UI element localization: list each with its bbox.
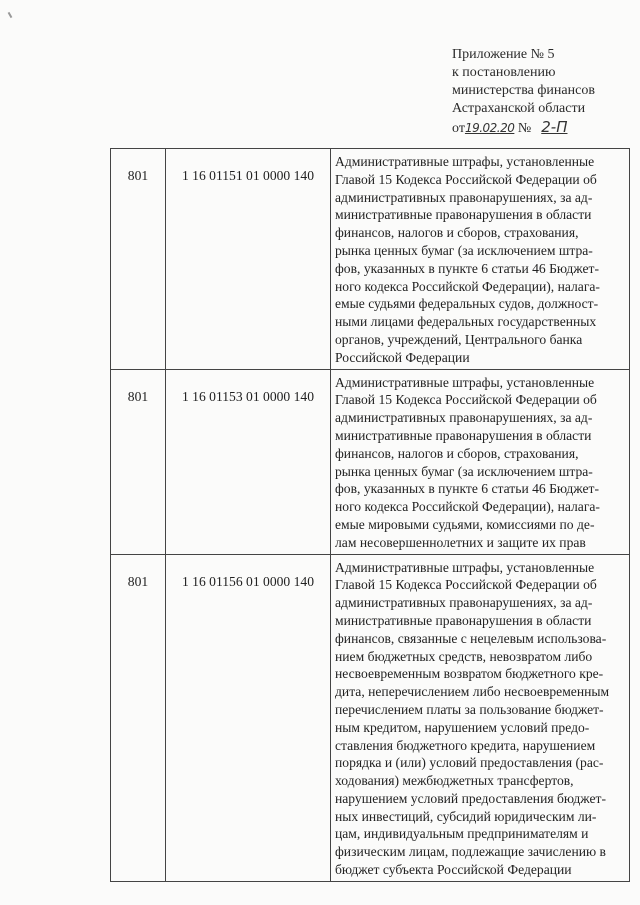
budget-codes-table — [110, 148, 630, 882]
admin-code-cell: 801 — [111, 554, 166, 881]
description-cell — [331, 149, 630, 370]
date-prefix: от — [452, 121, 465, 136]
admin-code-cell: 801 — [111, 369, 166, 554]
description-text: Административные штрафы, установленные Главой 15 Кодекса Российской Федерации об административных правонарушениях, за ад- министративные правонарушения в области финансов, налогов и сборов, страхования, рынка ценных бумаг (за исключением штра- фов, указанных в пункте 6 статьи 46 Бюджет- ного кодекса Российской Федерации), налага- емые судьями федеральных судов, должност- ными лицами федеральных государственных органов, учреждений, Центрального банка Российской Федерации — [335, 154, 600, 365]
appendix-subtitle-3: Астраханской области — [452, 101, 586, 116]
kbk-code-cell: 1 16 01151 01 0000 140 — [166, 149, 331, 370]
handwritten-number: 2-П — [541, 118, 568, 136]
admin-code-cell: 801 — [111, 149, 166, 370]
description-cell — [331, 554, 630, 881]
appendix-header — [452, 46, 632, 138]
appendix-date-line — [452, 118, 632, 138]
description-text: Административные штрафы, установленные Главой 15 Кодекса Российской Федерации об административных правонарушениях, за ад- министративные правонарушения в области финансов, связанные с нецелевым использова- нием бюджетных средств, невозвратом либо несвоевременным возвратом бюджетного кре- дита, неперечислением либо несвоевременным перечислением платы за пользование бюджет- ным кредитом, нарушением условий предо- ставления бюджетного кредита, нарушением порядка и (или) условий предоставления (рас- ходования) межбюджетных трансфертов, нарушением условий предоставления бюджет- ных инвестиций, субсидий юридическим ли- цам, индивидуальным предпринимателям и физическим лицам, подлежащие зачислению в бюджет субъекта Российской Федерации — [335, 559, 610, 878]
description-cell — [331, 369, 630, 554]
appendix-subtitle-1: к постановлению — [452, 65, 556, 80]
table-row — [111, 554, 630, 881]
appendix-subtitle-2: министерства финансов — [452, 83, 595, 98]
scan-speck — [8, 12, 13, 18]
appendix-title: Приложение № 5 — [452, 47, 555, 62]
table-row — [111, 369, 630, 554]
kbk-code-cell: 1 16 01156 01 0000 140 — [166, 554, 331, 881]
number-prefix: № — [517, 121, 532, 136]
table-row — [111, 149, 630, 370]
kbk-code-cell: 1 16 01153 01 0000 140 — [166, 369, 331, 554]
description-text: Административные штрафы, установленные Главой 15 Кодекса Российской Федерации об административных правонарушениях, за ад- министративные правонарушения в области финансов, налогов и сборов, страхования, рынка ценных бумаг (за исключением штра- фов, указанных в пункте 6 статьи 46 Бюджет- ного кодекса Российской Федерации), налага- емые мировыми судьями, комиссиями по де- лам несовершеннолетних и защите их прав — [335, 374, 600, 550]
handwritten-date: 19.02.20 — [464, 121, 515, 135]
